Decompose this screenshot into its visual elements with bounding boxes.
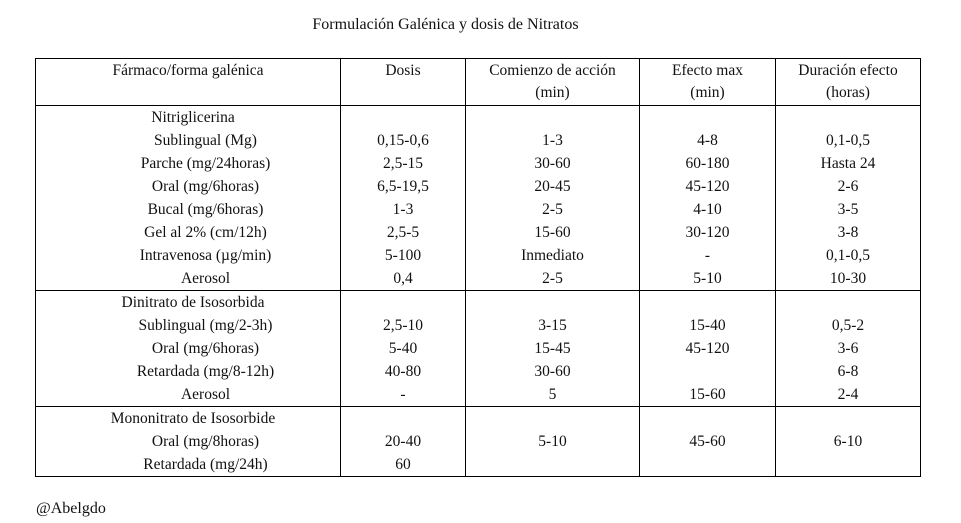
peak-cell	[640, 360, 776, 383]
dosage-form: Bucal (mg/6horas)	[36, 198, 341, 221]
peak-cell: 45-120	[640, 337, 776, 360]
header-peak-line2: (min)	[690, 84, 725, 101]
dose-cell: 0,4	[341, 267, 466, 291]
duration-cell: 2-6	[776, 175, 921, 198]
empty-cell	[466, 291, 640, 315]
dose-cell: 6,5-19,5	[341, 175, 466, 198]
empty-cell	[466, 106, 640, 130]
table-header	[36, 59, 921, 106]
duration-cell: 10-30	[776, 267, 921, 291]
drug-group	[36, 106, 921, 291]
nitrates-table	[35, 58, 921, 477]
dose-cell: 2,5-5	[341, 221, 466, 244]
onset-cell: 5	[466, 383, 640, 407]
header-onset	[466, 59, 640, 106]
drug-group	[36, 407, 921, 477]
header-dose	[341, 59, 466, 106]
empty-cell	[341, 407, 466, 431]
peak-cell: 4-8	[640, 129, 776, 152]
peak-cell: 15-40	[640, 314, 776, 337]
onset-cell: 30-60	[466, 152, 640, 175]
table-row	[36, 430, 921, 453]
empty-cell	[640, 291, 776, 315]
duration-cell: 0,1-0,5	[776, 129, 921, 152]
empty-cell	[341, 106, 466, 130]
header-onset-line1: Comienzo de acción	[489, 62, 616, 79]
header-peak	[640, 59, 776, 106]
empty-cell	[776, 291, 921, 315]
drug-name: Mononitrato de Isosorbide	[36, 407, 341, 431]
dosage-form: Oral (mg/6horas)	[36, 337, 341, 360]
onset-cell: 30-60	[466, 360, 640, 383]
onset-cell: Inmediato	[466, 244, 640, 267]
table-row	[36, 314, 921, 337]
dose-cell: 2,5-15	[341, 152, 466, 175]
table-row	[36, 453, 921, 477]
dose-cell: 2,5-10	[341, 314, 466, 337]
table-row	[36, 360, 921, 383]
header-drug-form	[36, 59, 341, 106]
dosage-form: Oral (mg/8horas)	[36, 430, 341, 453]
author-signature: @Abelgdo	[36, 500, 106, 517]
duration-cell: 0,5-2	[776, 314, 921, 337]
dose-cell: 5-40	[341, 337, 466, 360]
header-duration-line2: (horas)	[826, 84, 870, 101]
dosage-form: Gel al 2% (cm/12h)	[36, 221, 341, 244]
dose-cell: 5-100	[341, 244, 466, 267]
dosage-form: Parche (mg/24horas)	[36, 152, 341, 175]
peak-cell: 45-120	[640, 175, 776, 198]
duration-cell: 6-10	[776, 430, 921, 453]
peak-cell	[640, 453, 776, 477]
peak-cell: 60-180	[640, 152, 776, 175]
header-onset-line2: (min)	[535, 84, 570, 101]
peak-cell: 30-120	[640, 221, 776, 244]
dose-cell: 60	[341, 453, 466, 477]
empty-cell	[640, 407, 776, 431]
dose-cell: 20-40	[341, 430, 466, 453]
duration-cell: Hasta 24	[776, 152, 921, 175]
table-row	[36, 244, 921, 267]
duration-cell: 3-6	[776, 337, 921, 360]
dosage-form: Aerosol	[36, 383, 341, 407]
duration-cell: 2-4	[776, 383, 921, 407]
dosage-form: Sublingual (mg/2-3h)	[36, 314, 341, 337]
empty-cell	[466, 407, 640, 431]
dosage-form: Sublingual (Mg)	[36, 129, 341, 152]
onset-cell: 1-3	[466, 129, 640, 152]
onset-cell: 2-5	[466, 198, 640, 221]
onset-cell	[466, 453, 640, 477]
dose-cell: -	[341, 383, 466, 407]
table-row	[36, 152, 921, 175]
header-duration	[776, 59, 921, 106]
header-row	[36, 59, 921, 106]
onset-cell: 3-15	[466, 314, 640, 337]
drug-name-row	[36, 407, 921, 431]
empty-cell	[776, 407, 921, 431]
duration-cell: 0,1-0,5	[776, 244, 921, 267]
drug-name-row	[36, 291, 921, 315]
header-dose-line1: Dosis	[385, 62, 421, 79]
table-row	[36, 175, 921, 198]
header-duration-line1: Duración efecto	[798, 62, 898, 79]
dosage-form: Intravenosa (µg/min)	[36, 244, 341, 267]
onset-cell: 15-60	[466, 221, 640, 244]
duration-cell	[776, 453, 921, 477]
onset-cell: 15-45	[466, 337, 640, 360]
header-peak-line1: Efecto max	[671, 62, 743, 79]
duration-cell: 6-8	[776, 360, 921, 383]
header-drug-form-line1: Fármaco/forma galénica	[112, 62, 264, 79]
duration-cell: 3-8	[776, 221, 921, 244]
document-title	[0, 16, 891, 34]
onset-cell: 20-45	[466, 175, 640, 198]
table-row	[36, 198, 921, 221]
empty-cell	[640, 106, 776, 130]
dosage-form: Aerosol	[36, 267, 341, 291]
peak-cell: 15-60	[640, 383, 776, 407]
drug-name-row	[36, 106, 921, 130]
onset-cell: 2-5	[466, 267, 640, 291]
peak-cell: -	[640, 244, 776, 267]
dosage-form: Oral (mg/6horas)	[36, 175, 341, 198]
document-title-text: Formulación Galénica y dosis de Nitratos	[312, 16, 579, 33]
drug-group	[36, 291, 921, 407]
drug-name: Dinitrato de Isosorbida	[36, 291, 341, 315]
table-row	[36, 221, 921, 244]
dose-cell: 0,15-0,6	[341, 129, 466, 152]
onset-cell: 5-10	[466, 430, 640, 453]
dosage-form: Retardada (mg/8-12h)	[36, 360, 341, 383]
dose-cell: 40-80	[341, 360, 466, 383]
peak-cell: 45-60	[640, 430, 776, 453]
dosage-form: Retardada (mg/24h)	[36, 453, 341, 477]
empty-cell	[776, 106, 921, 130]
empty-cell	[341, 291, 466, 315]
peak-cell: 5-10	[640, 267, 776, 291]
drug-name: Nitriglicerina	[36, 106, 341, 130]
table-row	[36, 267, 921, 291]
table-row	[36, 129, 921, 152]
peak-cell: 4-10	[640, 198, 776, 221]
table-row	[36, 337, 921, 360]
dose-cell: 1-3	[341, 198, 466, 221]
table-row	[36, 383, 921, 407]
duration-cell: 3-5	[776, 198, 921, 221]
